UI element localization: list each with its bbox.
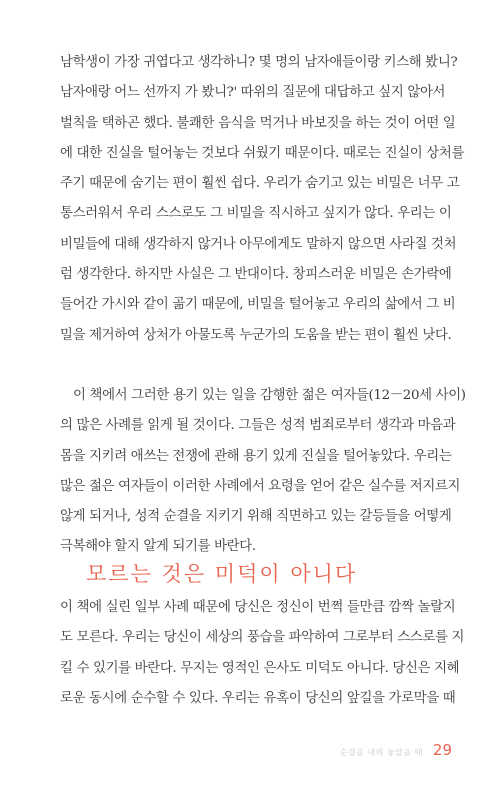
text-line: 남자애랑 어느 선까지 가 봤니?' 따위의 질문에 대답하고 싶지 않아서 [60,85,446,101]
page-number: 29 [432,741,452,759]
text-line: 벌칙을 택하곤 했다. 불쾌한 음식을 먹거나 바보짓을 하는 것이 어떤 일 [60,115,456,131]
text-line: 주기 때문에 숨기는 편이 훨씬 쉽다. 우리가 숨기고 있는 비밀은 너무 고 [60,176,460,192]
section-heading: 모르는 것은 미덕이 아니다 [86,562,358,586]
text-line: 킬 수 있기를 바란다. 무지는 영적인 은사도 미덕도 아니다. 당신은 지혜 [60,660,460,676]
text-line: 많은 젊은 여자들이 이러한 사례에서 요령을 얻어 같은 실수를 저지르지 [60,478,461,494]
text-line: 럼 생각한다. 하지만 사실은 그 반대이다. 창피스러운 비밀은 손가락에 [60,267,452,283]
text-line: 몸을 지키려 애쓰는 전쟁에 관해 용기 있게 진실을 털어놓았다. 우리는 [60,448,452,464]
text-line: 이 책에서 그러한 용기 있는 일을 감행한 젊은 여자들(12－20세 사이) [73,388,466,403]
text-line: 의 많은 사례를 읽게 될 것이다. 그들은 성적 범죄로부터 생각과 마음과 [60,418,456,434]
text-line: 않게 되거나, 성적 순결을 지키기 위해 직면하고 있는 갈등들을 어떻게 [60,509,452,525]
paragraph [60,593,465,714]
text-line: 극복해야 할지 알게 되기를 바란다. [60,539,256,555]
page-footer [340,741,452,759]
text-line: 도 모른다. 우리는 당신이 세상의 풍습을 파악하여 그로부터 스스로를 지 [60,630,465,646]
text-line: 비밀들에 대해 생각하지 않거나 아무에게도 말하지 않으면 사라질 것처 [60,236,457,252]
text-line: 에 대한 진실을 털어놓는 것보다 쉬웠기 때문이다. 때로는 진실이 상처를 [60,145,465,161]
text-line: 들어간 가시와 같이 곪기 때문에, 비밀을 털어놓고 우리의 삶에서 그 비 [60,297,456,313]
running-title: 순결을 내려 놓았을 때 [339,748,423,757]
paragraph [60,381,466,563]
paragraph-continued [60,48,465,351]
text-line: 통스러워서 우리 스스로도 그 비밀을 직시하고 싶지가 않다. 우리는 이 [60,206,452,222]
text-line: 남학생이 가장 귀엽다고 생각하니? 몇 명의 남자애들이랑 키스해 봤니? [60,55,458,70]
text-line: 밀을 제거하여 상처가 아물도록 누군가의 도움을 받는 편이 훨씬 낫다. [60,327,452,343]
text-line: 로운 동시에 순수할 수 있다. 우리는 유혹이 당신의 앞길을 가로막을 때 [60,690,456,706]
text-line: 이 책에 실린 일부 사례 때문에 당신은 정신이 번쩍 들만큼 깜짝 놀랄지 [60,600,456,615]
